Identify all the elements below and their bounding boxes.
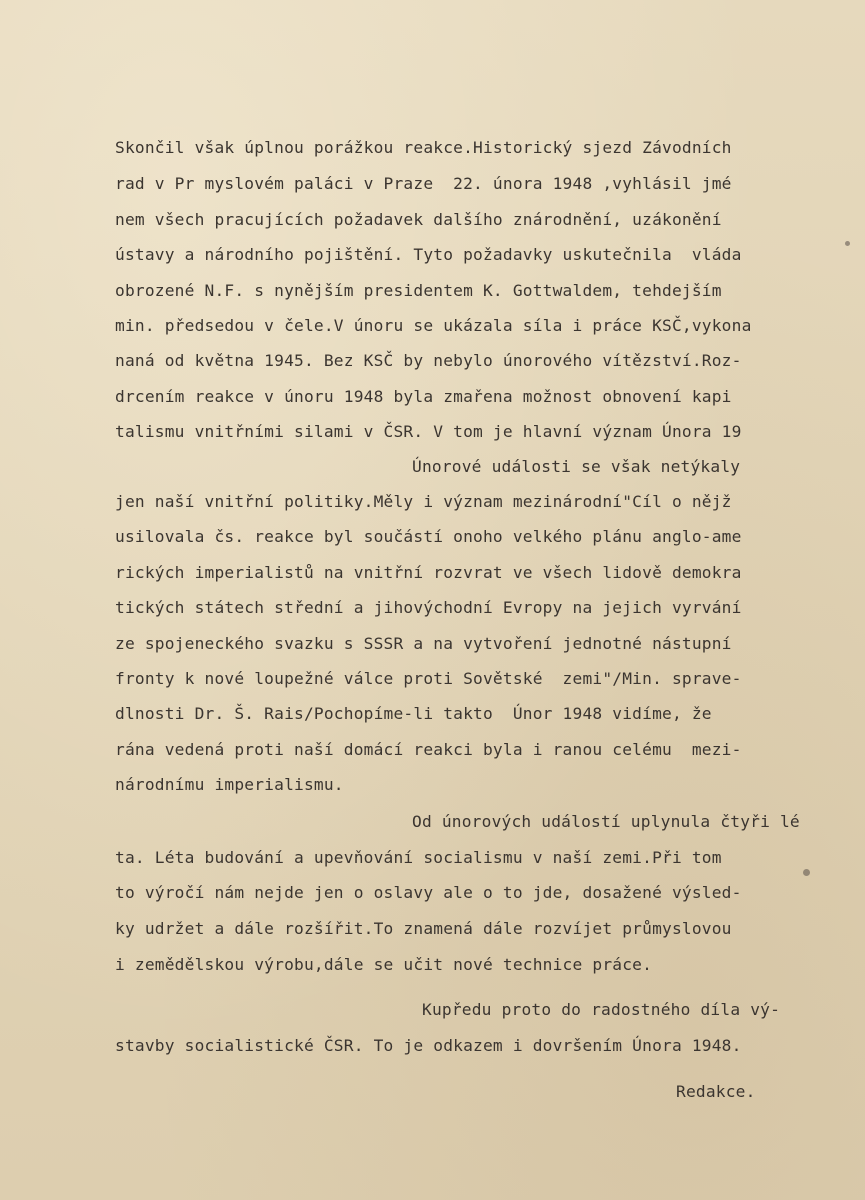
signature-line: Redakce. [676, 1082, 756, 1101]
text-line: i zemědělskou výrobu,dále se učit nové technice práce. [115, 955, 653, 974]
text-line: Únorové události se však netýkaly [412, 457, 741, 476]
text-line: tických státech střední a jihovýchodní Evropy na jejich vyrvání [115, 598, 742, 617]
text-line: min. předsedou v čele.V únoru se ukázala síla i práce KSČ,vykona [115, 316, 752, 335]
text-line: obrozené N.F. s nynějším presidentem K. Gottwaldem, tehdejším [115, 281, 722, 300]
text-line: ústavy a národního pojištění. Tyto požadavky uskutečnila vláda [115, 245, 742, 264]
ink-speck [803, 869, 810, 876]
text-line: ta. Léta budování a upevňování socialismu v naší zemi.Při tom [115, 848, 722, 867]
text-line: dlnosti Dr. Š. Rais/Pochopíme-li takto Únor 1948 vidíme, že [115, 704, 712, 723]
text-line: ze spojeneckého svazku s SSSR a na vytvoření jednotné nástupní [115, 634, 732, 653]
text-line: naná od května 1945. Bez KSČ by nebylo únorového vítězství.Roz- [115, 351, 742, 370]
ink-speck [845, 241, 850, 246]
text-line: národnímu imperialismu. [115, 775, 344, 794]
text-line: Kupředu proto do radostného díla vý- [422, 1000, 781, 1019]
text-line: usilovala čs. reakce byl součástí onoho velkého plánu anglo-ame [115, 527, 742, 546]
text-line: rad v Pr myslovém paláci v Praze 22. února 1948 ,vyhlásil jmé [115, 174, 732, 193]
text-line: Skončil však úplnou porážkou reakce.Historický sjezd Závodních [115, 138, 732, 157]
text-line: nem všech pracujících požadavek dalšího znárodnění, uzákonění [115, 210, 722, 229]
text-line: Od únorových událostí uplynula čtyři lé [412, 812, 800, 831]
text-line: ky udržet a dále rozšířit.To znamená dále rozvíjet průmyslovou [115, 919, 732, 938]
text-line: fronty k nové loupežné válce proti Sovětské zemi"/Min. sprave- [115, 669, 742, 688]
text-line: talismu vnitřními silami v ČSR. V tom je hlavní význam Února 19 [115, 422, 742, 441]
text-line: drcením reakce v únoru 1948 byla zmařena možnost obnovení kapi [115, 387, 732, 406]
text-line: stavby socialistické ČSR. To je odkazem i dovršením Února 1948. [115, 1036, 742, 1055]
text-line: to výročí nám nejde jen o oslavy ale o to jde, dosažené výsled- [115, 883, 742, 902]
text-line: jen naší vnitřní politiky.Měly i význam mezinárodní"Cíl o nějž [115, 492, 732, 511]
text-line: rána vedená proti naší domácí reakci byla i ranou celému mezi- [115, 740, 742, 759]
text-line: rických imperialistů na vnitřní rozvrat ve všech lidově demokra [115, 563, 742, 582]
